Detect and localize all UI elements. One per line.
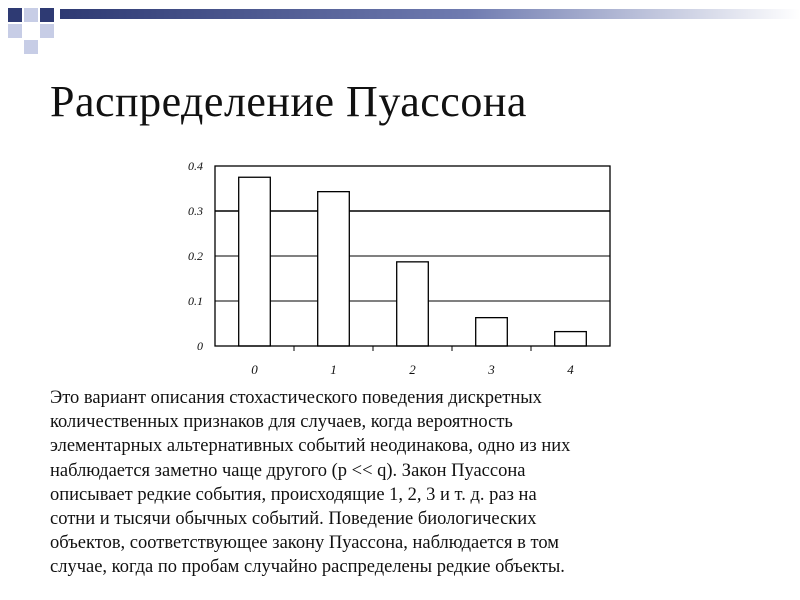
body-line: количественных признаков для случаев, когда вероятность [50, 412, 513, 433]
y-tick-label: 0.4 [188, 159, 203, 173]
bar-1 [318, 192, 350, 346]
header-decoration [0, 0, 800, 60]
deco-square-1 [8, 8, 22, 22]
x-tick-label: 3 [488, 362, 495, 377]
x-tick-label: 4 [567, 362, 574, 377]
body-line: Это вариант описания стохастического поведения дискретных [50, 388, 542, 408]
x-tick-label: 0 [251, 362, 258, 377]
bar-3 [476, 318, 508, 346]
body-line: описывает редкие события, происходящие 1, 2, 3 и т. д. раз на [50, 484, 537, 505]
deco-square-3 [40, 8, 54, 22]
bar-2 [397, 262, 429, 346]
bars-layer [239, 177, 587, 346]
bar-4 [555, 332, 587, 346]
deco-square-5 [40, 24, 54, 38]
y-tick-label: 0 [197, 339, 203, 353]
deco-square-4 [8, 24, 22, 38]
deco-square-2 [24, 8, 38, 22]
y-tick-label: 0.1 [188, 294, 203, 308]
body-line: элементарных альтернативных событий неодинакова, одно из них [50, 436, 571, 457]
x-tick-label: 2 [409, 362, 416, 377]
slide-title: Распределение Пуассона [50, 77, 527, 126]
body-line: случае, когда по пробам случайно распределены редкие объекты. [50, 557, 565, 578]
y-tick-label: 0.3 [188, 204, 203, 218]
slide-body-text [50, 386, 770, 580]
body-line: объектов, соответствующее закону Пуассона, наблюдается в том [50, 533, 559, 554]
body-line: наблюдается заметно чаще другого (p << q). Закон Пуассона [50, 460, 526, 481]
deco-square-6 [24, 40, 38, 54]
body-line: сотни и тысячи обычных событий. Поведение биологических [50, 509, 537, 530]
y-tick-label: 0.2 [188, 249, 203, 263]
poisson-bar-chart [170, 150, 630, 380]
bar-0 [239, 177, 271, 346]
x-tick-label: 1 [330, 362, 337, 377]
header-band [60, 9, 800, 19]
